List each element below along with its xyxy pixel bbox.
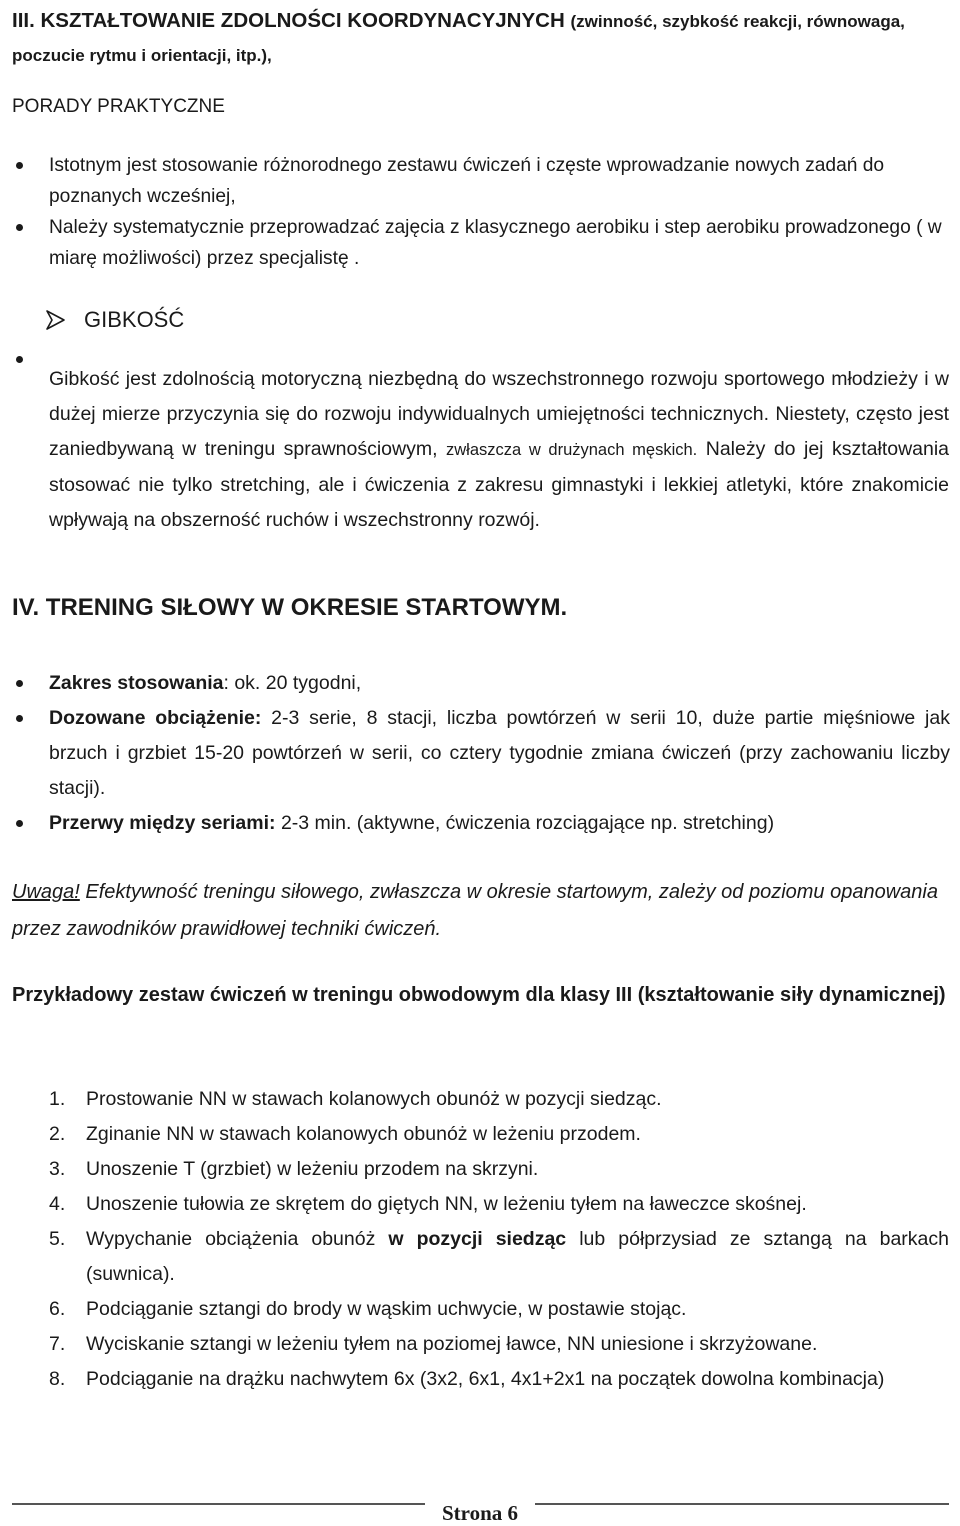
item-text: : ok. 20 tygodni, — [223, 672, 362, 694]
item-number: 8. — [49, 1368, 66, 1390]
footer-rule-left — [12, 1503, 425, 1505]
gibkosc-text-small: zwłaszcza w drużynach męskich. — [446, 440, 698, 459]
uwaga-label: Uwaga! — [12, 881, 80, 903]
gibkosc-title: GIBKOŚĆ — [84, 307, 185, 332]
footer-rule-right — [535, 1503, 949, 1505]
list-item — [49, 1327, 949, 1362]
porady-list — [12, 150, 950, 274]
list-item — [49, 1152, 949, 1187]
item-label: Przerwy między seriami: — [49, 812, 276, 834]
item-text: 2-3 min. (aktywne, ćwiczenia rozciągające np. stretching) — [275, 812, 775, 834]
section-4-title: IV. TRENING SIŁOWY W OKRESIE STARTOWYM. — [12, 594, 568, 621]
section-3-subtitle: (zwinność, szybkość reakcji, równowaga, poczucie rytmu i orientacji, itp.), — [12, 12, 905, 65]
item-text: Podciąganie sztangi do brody w wąskim uchwycie, w postawie stojąc. — [86, 1298, 687, 1320]
gibkosc-paragraph — [49, 362, 949, 538]
item-number: 6. — [49, 1298, 66, 1320]
exercise-list — [49, 1082, 949, 1397]
item-number: 4. — [49, 1193, 66, 1215]
gibkosc-text-a: Gibkość jest zdolnością motoryczną niezbędną do wszechstronnego rozwoju sportowego młodzieży i w dużej mierze przyczynia się do rozwoju indywidualnych umiejętności technicznych. Niestety, często jest zaniedbywaną w treningu sprawnościowym, — [49, 367, 949, 460]
porady-heading: PORADY PRAKTYCZNE — [12, 96, 225, 117]
list-item — [49, 1117, 949, 1152]
item-text: Wyciskanie sztangi w leżeniu tyłem na poziomej ławce, NN uniesione i skrzyżowane. — [86, 1333, 818, 1355]
item-number: 7. — [49, 1333, 66, 1355]
item-text: Unoszenie tułowia ze skrętem do giętych NN, w leżeniu tyłem na ławeczce skośnej. — [86, 1193, 807, 1215]
list-item — [49, 1082, 949, 1117]
list-item: Należy systematycznie przeprowadzać zajęcia z klasycznego aerobiku i step aerobiku prowadzonego ( w miarę możliwości) przez specjalistę . — [12, 212, 950, 274]
list-item — [49, 1222, 949, 1292]
uwaga-text: Efektywność treningu siłowego, zwłaszcza w okresie startowym, zależy od poziomu opanowania przez zawodników prawidłowej techniki ćwiczeń. — [12, 881, 938, 940]
item-number: 1. — [49, 1088, 66, 1110]
list-item — [12, 666, 950, 701]
item-number: 3. — [49, 1158, 66, 1180]
item-text: lub półprzysiad ze sztangą na barkach (suwnica). — [86, 1228, 949, 1285]
gibkosc-heading — [44, 304, 184, 336]
item-text: Podciąganie na drążku nachwytem 6x (3x2, 6x1, 4x1+2x1 na początek dowolna kombinacja) — [86, 1368, 885, 1390]
section-4-list — [12, 666, 950, 841]
item-number: 2. — [49, 1123, 66, 1145]
page-number: Strona 6 — [441, 1501, 519, 1525]
item-label: Dozowane obciążenie: — [49, 707, 262, 729]
item-number: 5. — [49, 1228, 66, 1250]
bullet-icon — [16, 356, 23, 363]
item-text: Prostowanie NN w stawach kolanowych obunóż w pozycji siedząc. — [86, 1088, 662, 1110]
item-text: Zginanie NN w stawach kolanowych obunóż w leżeniu przodem. — [86, 1123, 641, 1145]
uwaga-note — [12, 874, 950, 948]
section-3-title: III. KSZTAŁTOWANIE ZDOLNOŚCI KOORDYNACYJNYCH — [12, 9, 565, 32]
list-item: Istotnym jest stosowanie różnorodnego zestawu ćwiczeń i częste wprowadzanie nowych zadań do poznanych wcześniej, — [12, 150, 950, 212]
item-text: 2-3 serie, 8 stacji, liczba powtórzeń w serii 10, duże partie mięśniowe jak brzuch i grzbiet 15-20 powtórzeń w serii, co cztery tygodnie zmiana ćwiczeń (przy zachowaniu liczby stacji). — [49, 707, 950, 799]
item-text-bold: w pozycji siedząc — [388, 1228, 567, 1250]
przykladowy-heading: Przykładowy zestaw ćwiczeń w treningu obwodowym dla klasy III (kształtowanie siły dynamicznej) — [12, 984, 946, 1006]
arrowhead-bullet-icon — [44, 309, 66, 331]
list-item — [49, 1362, 949, 1397]
gibkosc-text-b: Należy do jej kształtowania stosować nie tylko stretching, ale i ćwiczenia z zakresu gimnastyki i lekkiej atletyki, które znakomicie wpływają na obszerność ruchów i wszechstronny rozwój. — [49, 437, 950, 531]
list-item — [12, 701, 950, 806]
item-text: Wypychanie obciążenia obunóż — [86, 1228, 389, 1250]
list-item — [12, 806, 950, 841]
list-item — [49, 1187, 949, 1222]
item-label: Zakres stosowania — [49, 672, 224, 694]
list-item — [49, 1292, 949, 1327]
item-text: Unoszenie T (grzbiet) w leżeniu przodem na skrzyni. — [86, 1158, 539, 1180]
section-3-heading — [12, 4, 950, 72]
